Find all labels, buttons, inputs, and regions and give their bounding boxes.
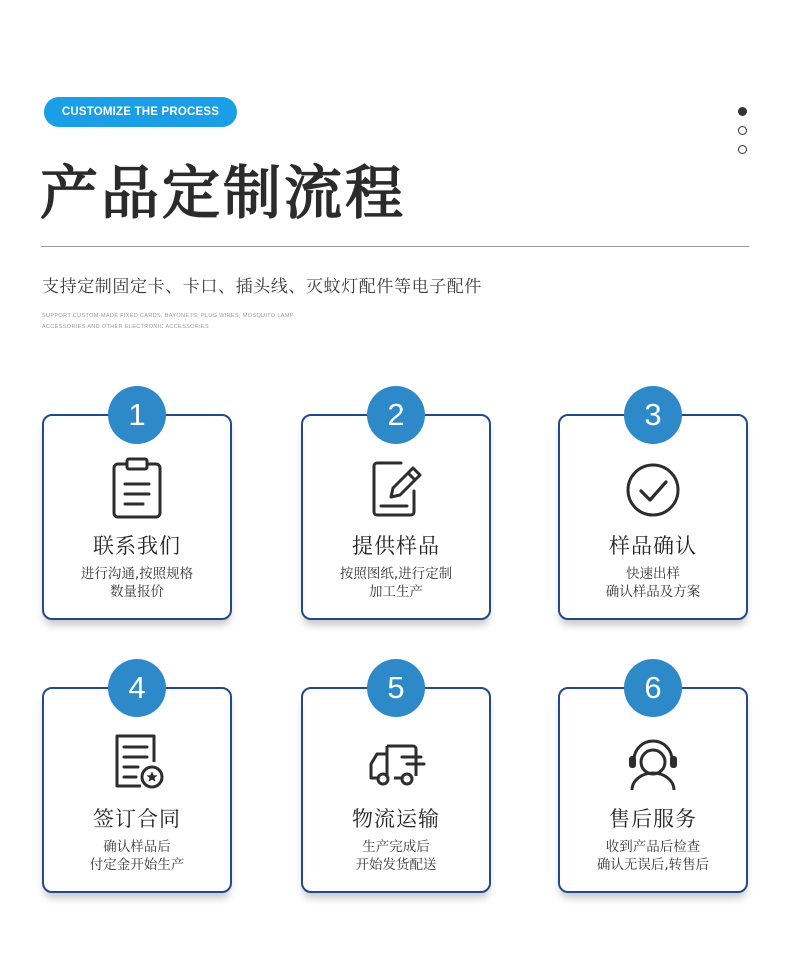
- step-card-3: [558, 397, 748, 620]
- step-title: 提供样品: [352, 534, 440, 558]
- english-subtitle-line: SUPPORT CUSTOM-MADE FIXED CARDS, BAYONETS, PLUG WIRES, MOSQUITO LAMP: [42, 313, 294, 319]
- page-indicator: [738, 107, 750, 164]
- step-description: [44, 838, 230, 874]
- page-dot-active[interactable]: [738, 107, 747, 116]
- step-description-line: 生产完成后: [362, 839, 430, 855]
- page-subtitle: 支持定制固定卡、卡口、插头线、灭蚊灯配件等电子配件: [42, 277, 482, 297]
- step-number-badge: 1: [108, 386, 166, 444]
- edit-document-icon: [367, 457, 425, 521]
- title-divider: [41, 246, 749, 247]
- check-circle-icon: [624, 457, 682, 521]
- step-description-line: 进行沟通,按照规格: [80, 566, 194, 582]
- delivery-truck-icon: [363, 730, 429, 794]
- step-number-badge: 4: [108, 659, 166, 717]
- step-title: 售后服务: [609, 807, 697, 831]
- page-dot[interactable]: [738, 145, 747, 154]
- step-title: 签订合同: [93, 807, 181, 831]
- page-title: 产品定制流程: [40, 159, 407, 227]
- step-description-line: 收到产品后检查: [605, 839, 701, 855]
- step-title: 物流运输: [352, 807, 440, 831]
- step-card-6: [558, 670, 748, 893]
- step-description-line: 付定金开始生产: [89, 857, 185, 873]
- process-tag: CUSTOMIZE THE PROCESS: [44, 97, 237, 127]
- step-description: [560, 838, 746, 874]
- page-dot[interactable]: [738, 126, 747, 135]
- english-subtitle: [42, 311, 342, 333]
- step-number-badge: 6: [624, 659, 682, 717]
- step-card-4: [42, 670, 232, 893]
- customer-service-icon: [624, 730, 682, 794]
- step-title: 联系我们: [93, 534, 181, 558]
- step-description-line: 快速出样: [626, 566, 680, 582]
- step-description-line: 确认样品后: [103, 839, 171, 855]
- step-description-line: 加工生产: [369, 584, 423, 600]
- contract-icon: [108, 730, 166, 794]
- step-description-line: 按照图纸,进行定制: [339, 566, 453, 582]
- step-title: 样品确认: [609, 534, 697, 558]
- step-card-1: [42, 397, 232, 620]
- step-description-line: 数量报价: [110, 584, 164, 600]
- step-card-5: [301, 670, 491, 893]
- step-description-line: 确认样品及方案: [605, 584, 701, 600]
- step-description: [303, 838, 489, 874]
- step-number-badge: 3: [624, 386, 682, 444]
- english-subtitle-line: ACCESSORIES AND OTHER ELECTRONIC ACCESSORIES: [42, 324, 210, 330]
- step-description-line: 开始发货配送: [355, 857, 437, 873]
- step-number-badge: 5: [367, 659, 425, 717]
- step-description: [560, 565, 746, 601]
- step-description: [303, 565, 489, 601]
- step-number-badge: 2: [367, 386, 425, 444]
- step-description-line: 确认无误后,转售后: [596, 857, 710, 873]
- step-description: [44, 565, 230, 601]
- step-card-2: [301, 397, 491, 620]
- clipboard-icon: [108, 457, 166, 521]
